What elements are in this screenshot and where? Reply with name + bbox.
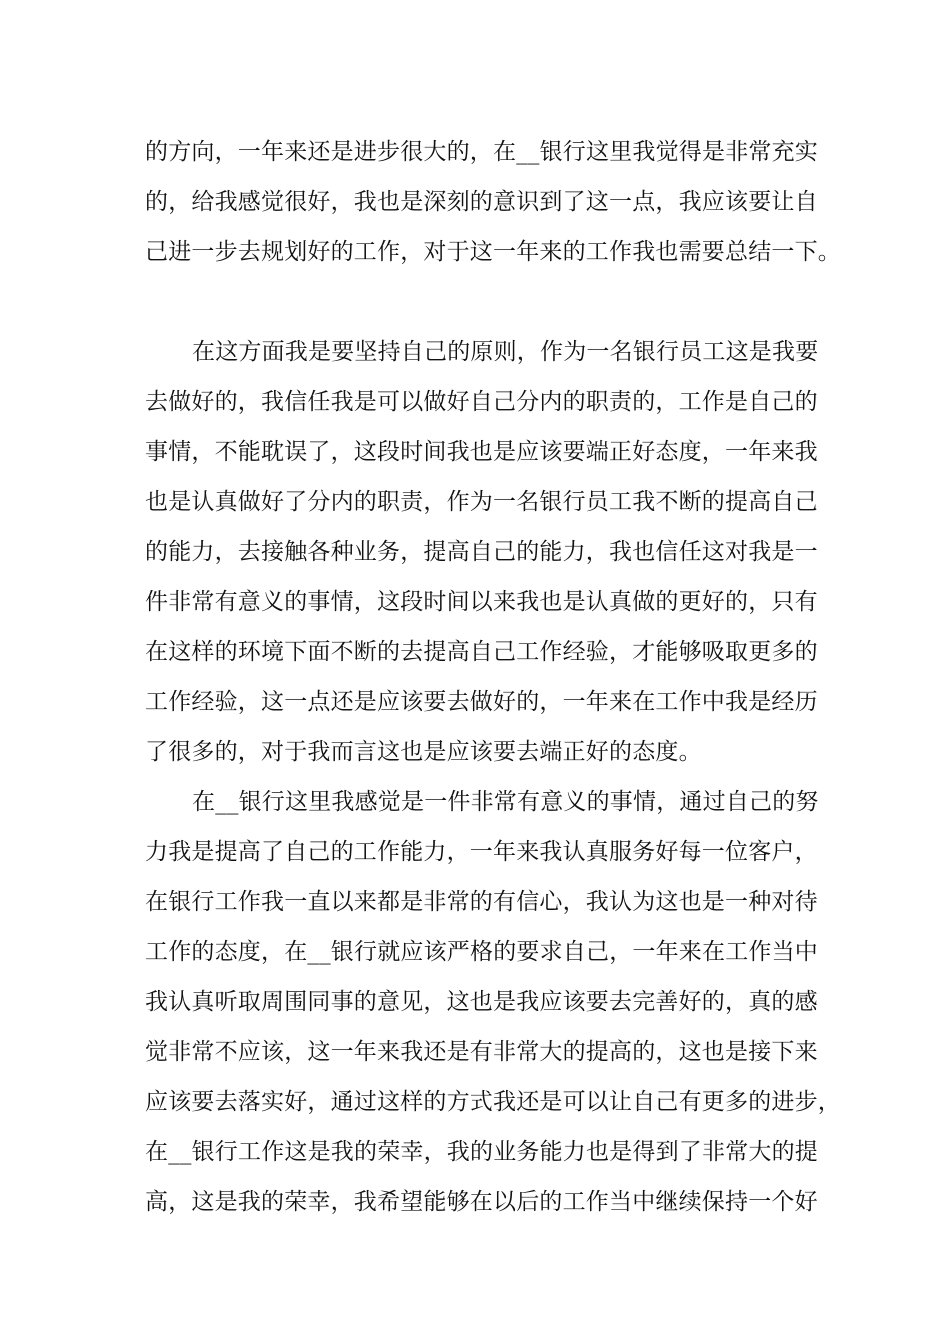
paragraph-3-line-3: 在银行工作我一直以来都是非常的有信心，我认为这也是一种对待 <box>145 889 818 915</box>
paragraph-3-line-5: 我认真听取周围同事的意见，这也是我应该要去完善好的，真的感 <box>145 989 818 1015</box>
paragraph-3-line-1: 在__银行这里我感觉是一件非常有意义的事情，通过自己的努 <box>192 789 819 815</box>
paragraph-2-line-5: 的能力，去接触各种业务，提高自己的能力，我也信任这对我是一 <box>145 539 818 565</box>
paragraph-1-line-2: 的，给我感觉很好，我也是深刻的意识到了这一点，我应该要让自 <box>145 189 818 215</box>
paragraph-3-line-6: 觉非常不应该，这一年来我还是有非常大的提高的，这也是接下来 <box>145 1039 818 1065</box>
paragraph-1-line-1: 的方向，一年来还是进步很大的，在__银行这里我觉得是非常充实 <box>145 139 818 165</box>
paragraph-1-line-3: 己进一步去规划好的工作，对于这一年来的工作我也需要总结一下。 <box>145 239 841 265</box>
paragraph-3-line-2: 力我是提高了自己的工作能力，一年来我认真服务好每一位客户， <box>145 839 818 865</box>
paragraph-3-line-9: 高，这是我的荣幸，我希望能够在以后的工作当中继续保持一个好 <box>145 1189 818 1215</box>
paragraph-2-line-8: 工作经验，这一点还是应该要去做好的，一年来在工作中我是经历 <box>145 689 818 715</box>
paragraph-3-line-7: 应该要去落实好，通过这样的方式我还是可以让自己有更多的进步， <box>145 1089 841 1115</box>
paragraph-2-line-3: 事情，不能耽误了，这段时间我也是应该要端正好态度，一年来我 <box>145 439 818 465</box>
paragraph-3-line-4: 工作的态度，在__银行就应该严格的要求自己，一年来在工作当中 <box>145 939 818 965</box>
paragraph-2-line-6: 件非常有意义的事情，这段时间以来我也是认真做的更好的，只有 <box>145 589 818 615</box>
paragraph-2-line-1: 在这方面我是要坚持自己的原则，作为一名银行员工这是我要 <box>192 339 819 365</box>
paragraph-2-line-7: 在这样的环境下面不断的去提高自己工作经验，才能够吸取更多的 <box>145 639 818 665</box>
paragraph-2-line-2: 去做好的，我信任我是可以做好自己分内的职责的，工作是自己的 <box>145 389 818 415</box>
paragraph-2-line-9: 了很多的，对于我而言这也是应该要去端正好的态度。 <box>145 739 702 765</box>
paragraph-3-line-8: 在__银行工作这是我的荣幸，我的业务能力也是得到了非常大的提 <box>145 1139 818 1165</box>
paragraph-2-line-4: 也是认真做好了分内的职责，作为一名银行员工我不断的提高自己 <box>145 489 818 515</box>
